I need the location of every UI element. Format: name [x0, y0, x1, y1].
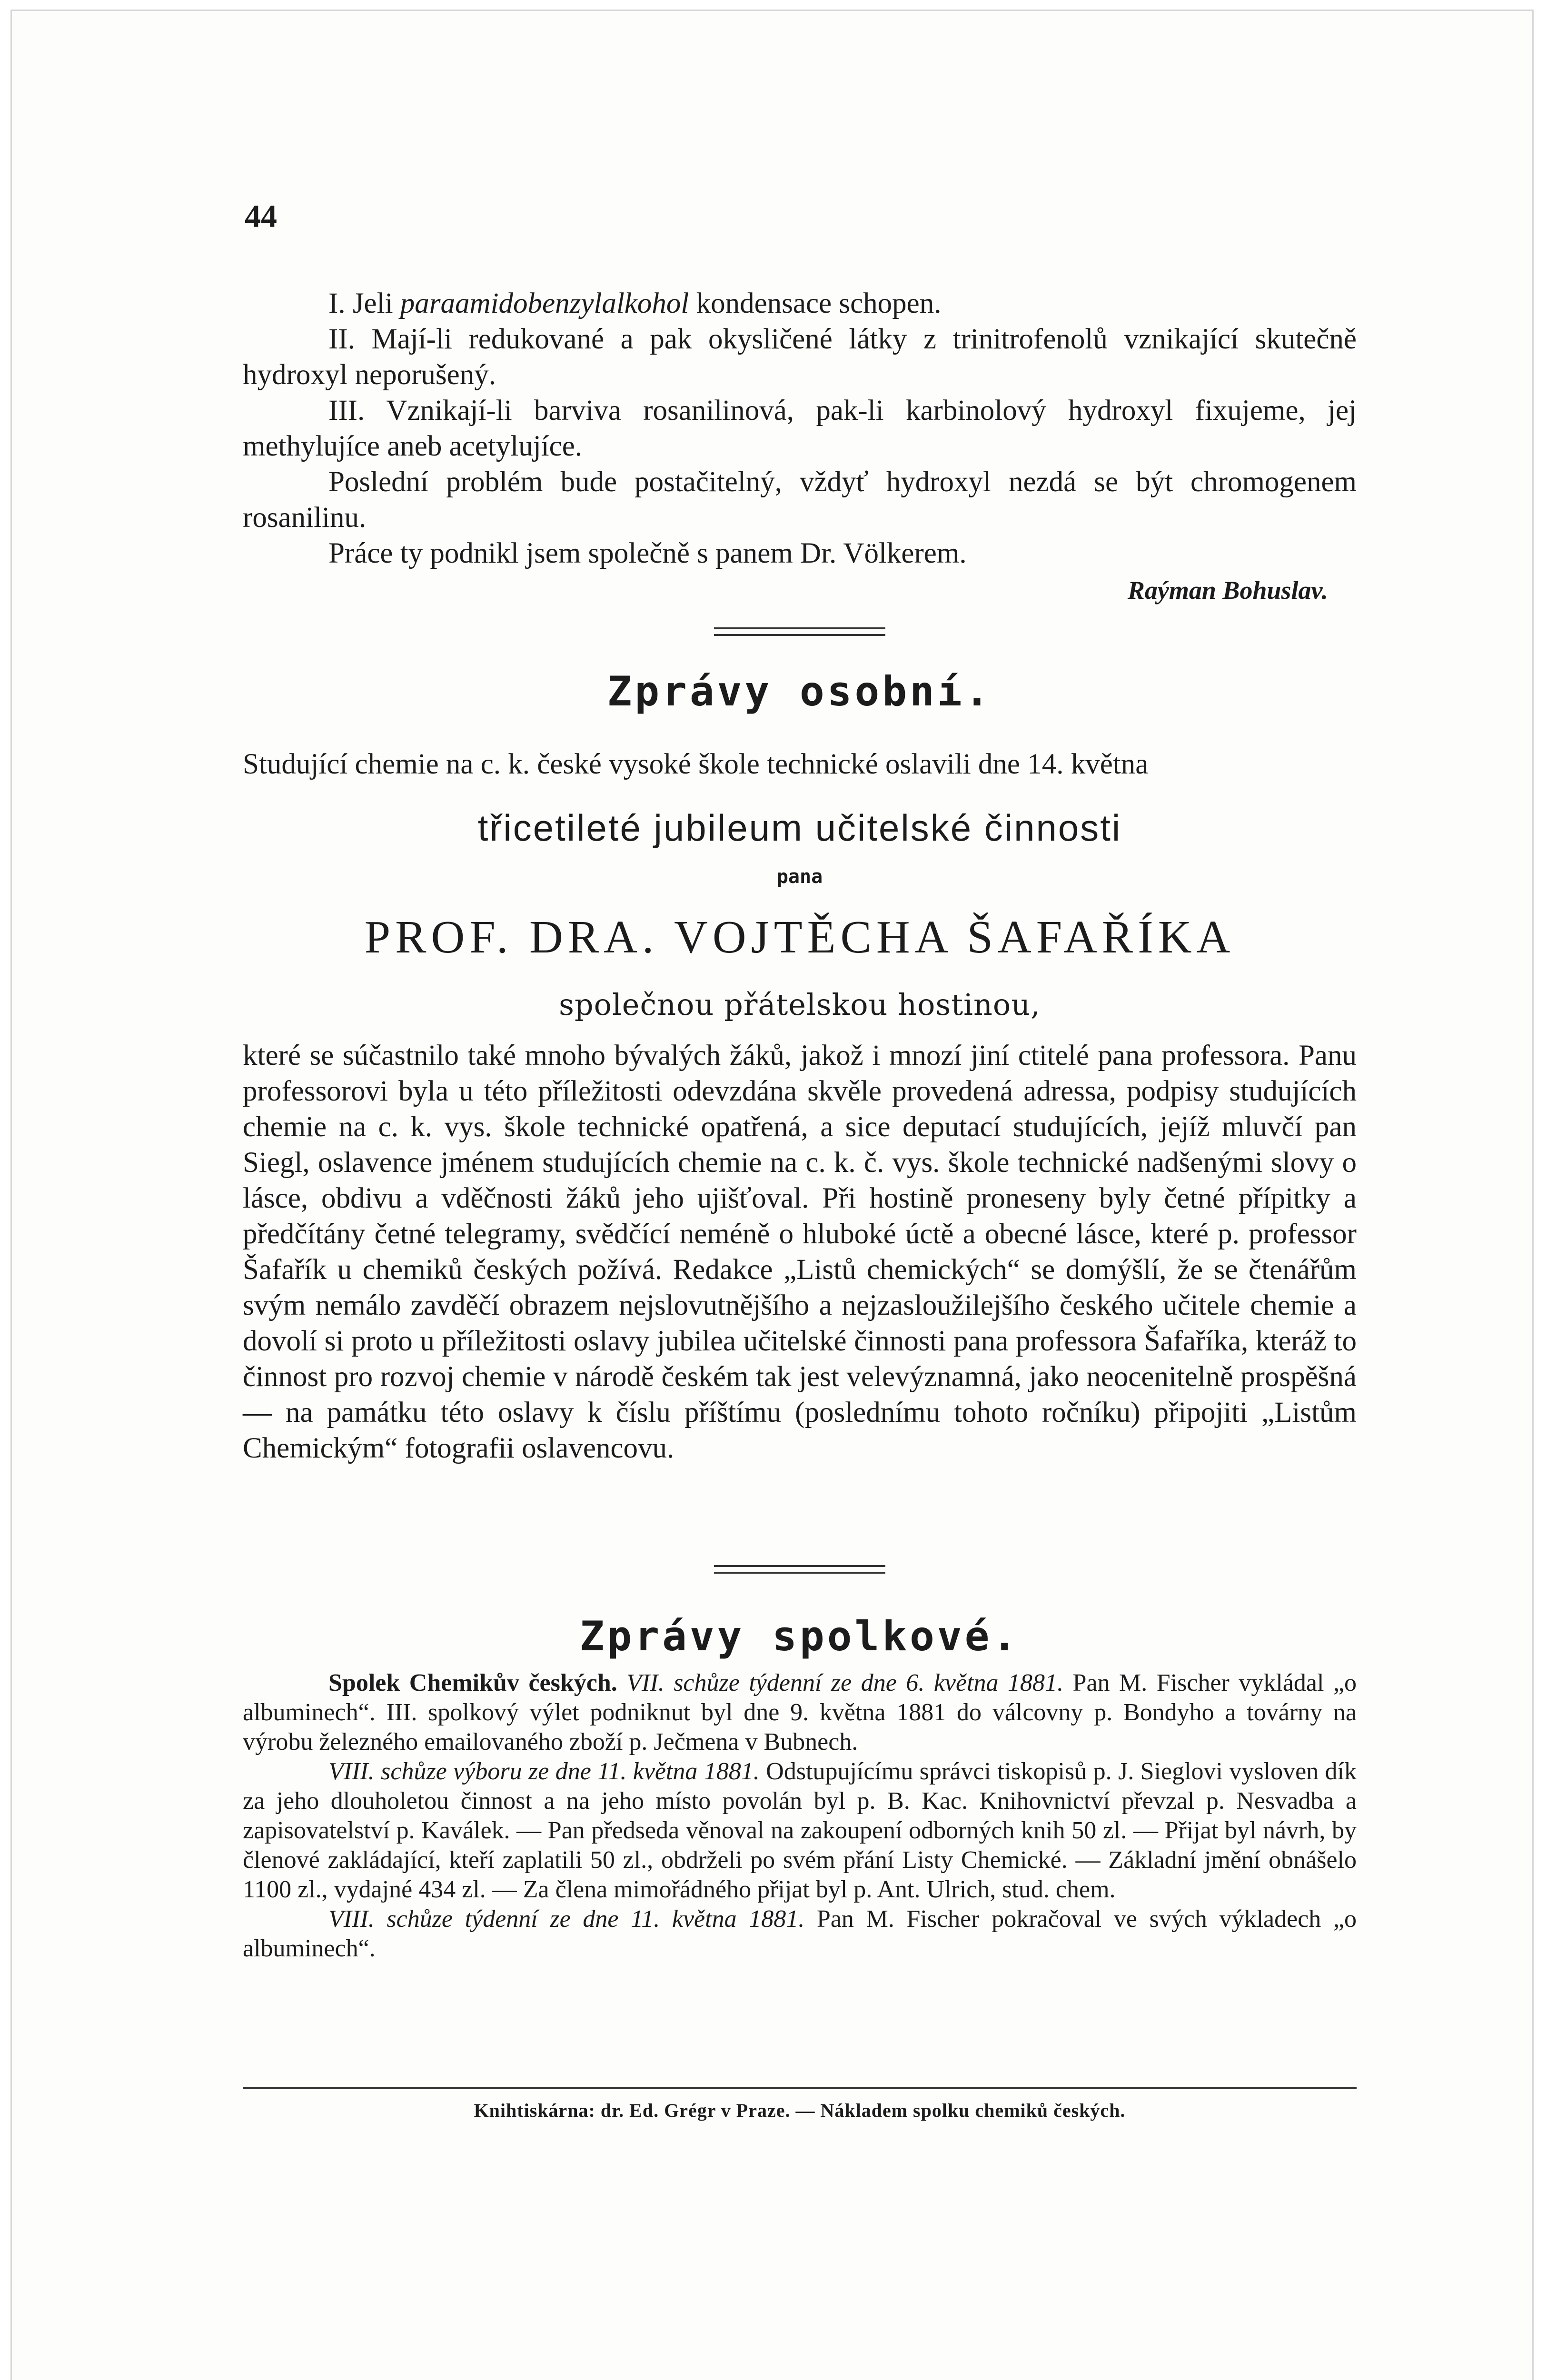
section-divider [714, 1565, 885, 1567]
page-number: 44 [245, 198, 277, 234]
society-reports [243, 1668, 1357, 1964]
author-signature: Raýman Bohuslav. [1127, 576, 1328, 605]
jubilee-heading: třicetileté jubileum učitelské činnosti [477, 807, 1122, 849]
article-line-1: I. Jeli paraamidobenzylalkohol kondensace schopen. [328, 288, 942, 319]
personal-intro: Studující chemie na c. k. české vysoké škole technické oslavili dne 14. května [243, 748, 1149, 780]
section-title-personal: Zprávy osobní. [607, 668, 992, 715]
article-line-3: III. Vznikají-li barviva rosanilinová, pak-li karbinolový hydroxyl fixujeme, jej methylujíce aneb acetylujíce. [243, 395, 1357, 462]
printer-footer: Knihtiskárna: dr. Ed. Grégr v Praze. — Nákladem spolku chemiků českých. [474, 2100, 1126, 2121]
society-report-1: Spolek Chemikův českých. VII. schůze týdenní ze dne 6. května 1881. Pan M. Fischer vykládal „o albuminech“. III. spolkový výlet podniknut byl dne 9. května 1881 do válcovny p. Bondyho a továrny na výrobu železného emailovaného zboží p. Ječmena v Bubnech. [243, 1669, 1357, 1755]
professor-name: PROF. DRA. VOJTĚCHA ŠAFAŘÍKA [364, 912, 1235, 963]
society-report-2: VIII. schůze výboru ze dne 11. května 1881. Odstupujícímu správci tiskopisů p. J. Sieglovi vysloven dík za jeho dlouholetou činnost a na jeho místo povolán byl p. B. Kac. Knihovnictví převzal p. Nesvadba a zapisovatelství p. Kaválek. — Pan předseda věnoval na zakoupení odborných knih 50 zl. — Přijat byl návrh, by členové zakládající, kteří zaplatili 50 zl., obdrželi po svém přání Listy Chemické. — Základní jmění obnášelo 1100 zl., vydajné 434 zl. — Za člena mimořádného přijat byl p. Ant. Ulrich, stud. chem. [243, 1758, 1357, 1903]
article-line-4: Poslední problém bude postačitelný, vždyť hydroxyl nezdá se být chromogenem rosanilinu. [243, 466, 1357, 534]
footer-rule [243, 2087, 1357, 2089]
pana-label: pana [776, 866, 823, 888]
banquet-line: společnou přátelskou hostinou, [559, 987, 1041, 1022]
section-divider [714, 627, 885, 629]
article-text [243, 286, 1357, 609]
personal-body: které se súčastnilo také mnoho bývalých žáků, jakož i mnozí jiní ctitelé pana professora. Panu professorovi byla u této příležitosti odevzdána skvěle provedená adressa, podpisy studujících chemie na c. k. vys. škole technické opatřená, a sice deputací studujících, jejíž mluvčí pan Siegl, oslavence jménem studujících chemie na c. k. č. vys. škole technické nadšenými slovy o lásce, obdivu a vděčnosti žáků jeho ujišťoval. Při hostině proneseny byly četné přípitky a předčítány četné telegramy, svědčící neméně o hluboké úctě a obecné lásce, které p. professor Šafařík u chemiků českých požívá. Redakce „Listů chemických“ se domýšlí, že se čtenářům svým nemálo zavděčí obrazem nejslovutnějšího a nejzasloužilejšího českého učitele chemie a dovolí si proto u příležitosti oslavy jubilea učitelské činnosti pana professora Šafaříka, kteráž to činnost pro rozvoj chemie v národě českém tak jest velevýznamná, jako neocenitelně prospěšná — na památku této oslavy k číslu příštímu (poslednímu tohoto ročníku) připojiti „Listům Chemickým“ fotografii oslavencovu. [243, 1040, 1357, 1464]
section-title-societies: Zprávy spolkové. [579, 1613, 1020, 1660]
society-report-3: VIII. schůze týdenní ze dne 11. května 1881. Pan M. Fischer pokračoval ve svých výkladech „o albuminech“. [243, 1905, 1357, 1962]
article-line-5: Práce ty podnikl jsem společně s panem Dr. Völkerem. [328, 537, 967, 569]
article-line-2: II. Mají-li redukované a pak okysličené látky z trinitrofenolů vznikající skutečně hydroxyl neporušený. [243, 323, 1357, 391]
